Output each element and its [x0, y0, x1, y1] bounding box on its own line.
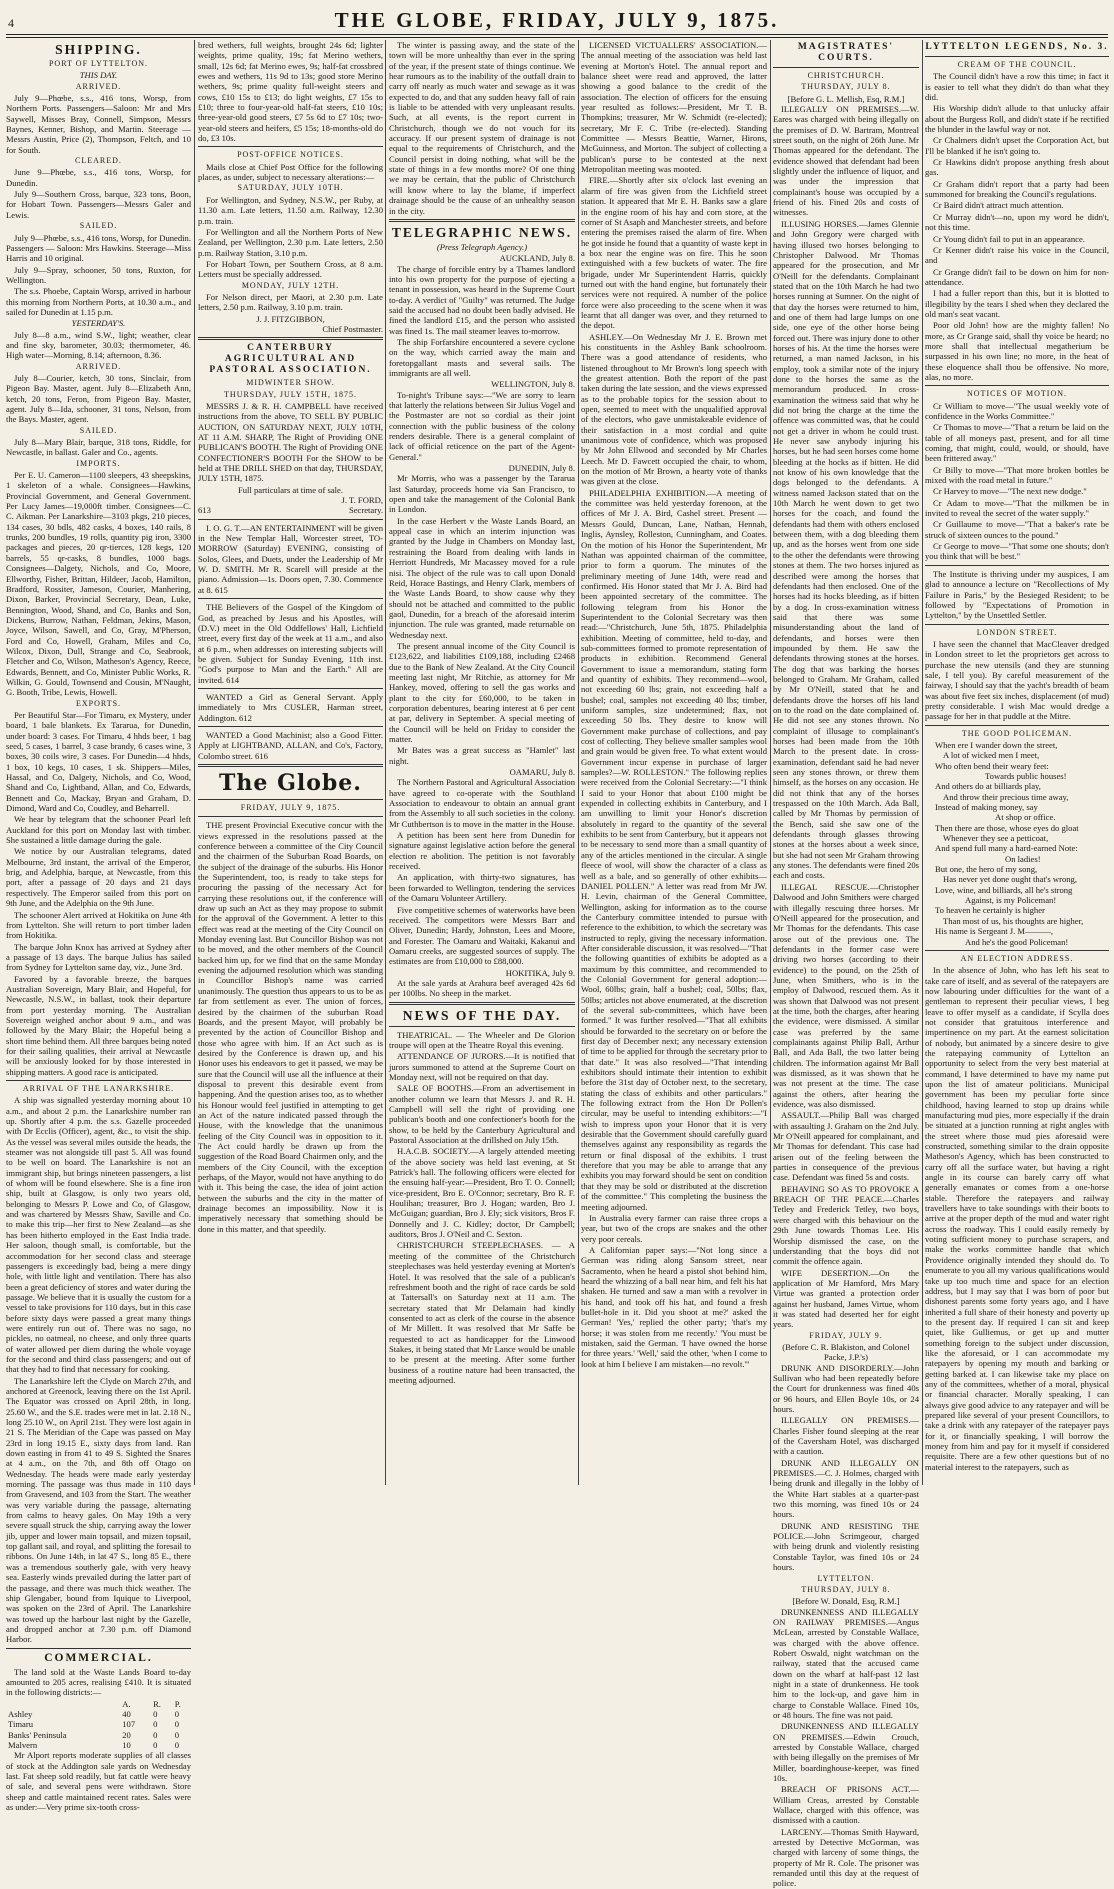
court-date: THURSDAY, JULY 8. [801, 82, 891, 92]
news-item: A Californian paper says:—"Not long since a German was riding along Sansom street, near Sacramento, when he heard a pistol shot behind him, heard the whizzing of a ball near him, and felt his hat shaken. He turned and saw a man with a revolver in his hand, and took off his hat, and found a fresh bullet-hole in it. Did you shoot at me?' asked the German! 'Yes,' replied the other party; 'that's my horse; it was stolen from me recently.' 'You must be mistaken, said the German. 'I have owned the horse for three years.' 'Well,' said the other, 'when I come to look at him I believe I am mistaken—no revolt.'" [581, 1244, 767, 1369]
news-of-the-day-heading: NEWS OF THE DAY. [402, 1007, 562, 1023]
court-date: THURSDAY, JULY 8. [801, 1584, 891, 1594]
legend-paragraph: Cr Murray didn't—no, upon my word he didn't, not this time. [925, 211, 1109, 233]
london-street-heading: LONDON STREET. [976, 627, 1058, 637]
divider [389, 1026, 575, 1027]
poem-line: And throw their precious time away, [943, 791, 1069, 802]
magistrates-heading: MAGISTRATES' COURTS. [797, 42, 895, 63]
believers-advertisement: THE Believers of the Gospel of the Kingdom of God, as preached by Jesus and his Apostles, will (D.V.) meet in the Old Oddfellows' Hall, Lichfield street, every first day of the week at 11 a.m., and also at 6 p.m., when addresses on interesting subjects will be given. Subject for Sunday Evening, 11th inst. "God's purpose to Man and the Earth." All are invited. 614 [198, 602, 383, 685]
land-table [6, 1699, 191, 1751]
legends-heading: LYTTELTON LEGENDS, No. 3. [925, 42, 1109, 52]
table-row [6, 1719, 191, 1729]
column-divider [770, 40, 771, 1485]
shipping-report: The barque John Knox has arrived at Sydney after a passage of 13 days. The barque Julius has sailed from Sydney for Lyttelton same day, viz., June 3rd. [6, 941, 191, 973]
lanarkshire-heading: ARRIVAL OF THE LANARKSHIRE. [22, 1084, 175, 1093]
column-legends [925, 40, 1109, 1485]
masthead-rule-2 [6, 37, 1108, 38]
christchurch-heading: CHRISTCHURCH. [807, 71, 885, 80]
notice-of-motion: Cr William to move—"The usual weekly vote of confidence in the Works Committee." [925, 400, 1109, 421]
divider [198, 816, 383, 817]
divider [925, 624, 1109, 625]
dateline: OAMARU, July 8. [509, 767, 575, 778]
poem-line: Love, wine, and billiards, all he's strong [935, 884, 1073, 895]
legend-paragraph: The Institute is thriving under my auspices, I am glad to announce a lecture on "Recollections of My Failure in Paris," by the Besieged Resident; to be followed by "Expectations of Promotion in Lyttelton," by the Unsettled Settler. [925, 568, 1109, 621]
column-header: P. [174, 1698, 181, 1709]
news-item: Mr Morris, who was a passenger by the Tararua last Saturday, proceeds home via San Francisco, to open and take the management of the Colonial Bank in London. [389, 473, 575, 515]
poem-line: When ere I wander down the street, [935, 739, 1058, 750]
acres: 10 [122, 1739, 131, 1750]
shipping-report: We hear by telegram that the schooner Pearl left Auckland for this port on Monday last with timber. She sustained a little damage during the gale. [6, 814, 191, 846]
news-item: To-night's Tribune says:—"We are sorry to learn that latterly the relations between Sir Julius Vogel and the Postmaster are not so cordial as their joint connection with the public business of the colony renders desirable. There is a general complaint of lack of official reticence on the part of the Agent-General." [389, 389, 575, 462]
news-item: SALE OF BOOTHS.—From an advertisement in another column we learn that Messrs J. and R. H. Campbell will sell the right of providing one publican's booth and one confectioner's booth for the show, to be held by the Canterbury Agricultural and Pastoral Association at the drillshed on July 15th. [389, 1083, 575, 1146]
news-item: The Northern Pastoral and Agricultural Association have agreed to co-operate with the Southland Association to endeavour to obtain an annual grant from the Assembly to all such societies in the colony. Mr Cuthbertson is to move in the matter in the House. [389, 777, 575, 829]
acres: 20 [122, 1729, 131, 1740]
globe-nameplate: The Globe. [219, 769, 362, 796]
divider [198, 337, 383, 340]
news-item: ASHLEY.—On Wednesday Mr J. E. Brown met his constituents in the Ashley Bank schoolroom. There was a good attendance of residents, who listened throughout to Mr Brown's long speech with the greatest attention. Both the report of the past taken during the late session, and the views expressed as to the probable topics for the session about to open, seemed to meet with the unqualified approval of the electors, who gave unmistakeable evidence of their satisfaction in a most cordial and quite unanimous vote of confidence, which was proposed by Mr John Ellwood and seconded by Mr Charles Leech. Mr D. Fawcett occupied the chair, to whom, on the motion of Mr Brown, a hearty vote of thanks was given at the close. [581, 331, 767, 487]
masthead-rule [6, 34, 1108, 35]
divider [198, 726, 383, 727]
court-case: BEHAVING SO AS TO PROVOKE A BREACH OF THE PEACE.—Charles Tetley and Frederick Tetley, two boys, were charged with this behaviour on the 29th June towards Thomas Lee. His Worship dismissed the case, on the understanding that the boys did not commit the offence again. [773, 1183, 919, 1267]
sailed-heading: SAILED. [79, 425, 118, 435]
lyttelton-heading: LYTTELTON. [817, 1573, 875, 1583]
secretary-signature: J. T. FORD, [341, 495, 383, 506]
poem-line: Instead of making money, say [935, 802, 1038, 813]
imports-heading: IMPORTS. [76, 458, 121, 468]
legend-paragraph: Cr Young didn't fail to put in an appearance. [933, 233, 1085, 244]
post-office-intro: Mails close at Chief Post Office for the following places, as under, subject to necessary alterations:— [198, 161, 383, 183]
roods: 0 [153, 1708, 158, 1719]
mail-notice: For Hobart Town, per Southern Cross, at 8 a.m. Letters must be specially addressed. [198, 258, 383, 280]
ad-number: 613 [198, 505, 211, 516]
shipping-report: We notice by our Australian telegrams, dated Melbourne, 3rd instant, the arrival of the Emperor, brig, and Adelphia, barque, at Newcastle, from this port, after a passage of 20 days and 21 days respectively. The Emperor sailed from this port on 9th June, and the Adelphia on the 9th June. [6, 846, 191, 909]
legend-paragraph: Cr Graham didn't report that a party had been summoned for breaking the Council's regulations. [925, 178, 1109, 200]
column-magistrates [773, 40, 919, 1889]
column-divider [194, 40, 195, 1485]
divider [925, 725, 1109, 726]
column-divider [922, 40, 923, 1485]
news-item: CHRISTCHURCH STEEPLECHASES. — A meeting of the committee of the Christchurch steeplechases was held yesterday evening at Morten's Hotel. It was resolved that the sale of a publican's refreshment booth and the right of race cards be sold at Tattersall's on Saturday next at 11 a.m. The secretary stated that Mr Delamain had kindly consented to act as clerk of the course in the absence of Mr Millett. It was resolved that Mr Saffe be requested to act as handicapper for the Linwood Stakes, it being stated that Mr Lance would be unable to be present at the meeting. After some further business of a routine nature had been transacted, the meeting adjourned. [389, 1240, 575, 1385]
legend-paragraph: The Council didn't have a row this time; in fact it is easier to tell what they didn't do than what they did. [925, 71, 1109, 103]
divider [198, 519, 383, 520]
stock-report: Mr Alport reports moderate supplies of all classes of stock at the Addington sale yards on Wednesday last. Fat sheep sold readily, but fat cattle were heavy of sale, and several pens were withdrawn. Store sheep and cattle maintained recent rates. Sales were as under:—Very prime six-tooth cross- [6, 1750, 191, 1813]
entertainment-advertisement: I. O. G. T.—AN ENTERTAINMENT will be given in the New Templar Hall, Worcester street, TO-MORROW (Saturday) EVENING, consisting of Solos, Glees, and Duets, under the Leadership of Mr W. D. SMITH. Mr R. Scarell will preside at the piano. Admission—1s. Doors open, 7.30. Commence at 8. 615 [198, 522, 383, 595]
news-item: In Australia every farmer can raise three crops a year, but two of the crops are snakes and the other very poor cereals. [581, 1212, 767, 1244]
news-item: THEATRICAL. — The Wheeler and De Glorion troupe will open at the Theatre Royal this evening. [389, 1029, 575, 1050]
divider [773, 67, 919, 68]
column-header: A. [122, 1698, 131, 1709]
auction-fine-print: Full particulars at time of sale. [237, 484, 343, 495]
mail-notice: For Nelson direct, per Maori, at 2.30 p.m. Late letters, 2.50 p.m. Railway, 3.10 p.m. train. [198, 291, 383, 313]
news-item: LICENSED VICTUALLERS' ASSOCIATION.—The annual meeting of the association was held last evening at Morton's Hotel. The annual report and balance sheet were read and approved, the latter showing a good balance to the credit of the association. The election of officers for the ensuing year resulted as follows:—President, Mr T. B. Thompkins; treasurer, Mr W. Schmidt (re-elected); secretary, Mr F. C. Tribe (re-elected). Standing Committee — Messrs Beattie, Warner, Hirons, McGuinness, and Morton. The subject of collecting a publican's purse to be contested at the next Metropolitan meeting was mooted. [581, 40, 767, 175]
post-office-heading: POST-OFFICE NOTICES. [237, 150, 344, 160]
exports-text: Per Beautiful Star—For Timaru, ex Mystery, under board, 1 bale blankets. Ex Tararua, for Dunedin, under board: 3 cases. For Timaru, 4 hhds beer, 1 bag seed, 5 cases, 1 barrel, 3 case brandy, 6 cases wine, 3 boxes, 30 coils wire, 3 cases. For Dunedin—4 hhds, 1 box, 10 kegs, 10 cases, 1 sk. Shippers—Miles, Hassal, and Co, Dalgety, Nichols, and Co, Wood, Shand and Co, Lightband, Allan, and Co, Edwards, Bennett and Co, Mackay, Bryan and Graham, D. Dimond, Ward and Co, Coudley, and Beharrell. [6, 709, 191, 814]
newspaper-title: THE GLOBE, FRIDAY, JULY 9, 1875. [334, 8, 780, 32]
postmaster-title: Chief Postmaster. [322, 323, 383, 334]
news-item: The charge of forcible entry by a Thames landlord into his own property for the purpose of ejecting a tenant in possession, was heard in the Supreme Court to-day. A verdict of "Guilty" was returned. The Judge said the accused had no doubt been badly advised. He fined the landlord £15, and the person who assisted was fined 1s. The mail steamer leaves to-morrow. [389, 263, 575, 336]
column-telegraphic [389, 40, 575, 1485]
poem-line: A lot of wicked men I meet, [943, 750, 1040, 761]
table-row [6, 1730, 191, 1740]
dateline: AUCKLAND, July 8. [499, 253, 575, 264]
policeman-heading: THE GOOD POLICEMAN. [961, 728, 1073, 738]
election-heading: AN ELECTION ADDRESS. [960, 953, 1074, 963]
district-name: Malvern [8, 1739, 38, 1750]
court-case: DRUNKENNESS AND ILLEGALLY ON PREMISES.—Edwin Crouch, arrested by Constable Wallace, charged with being illegally on the premises of Mr Miller, boardinghouse-keeper, was fined 10s. [773, 1721, 919, 1784]
page-number: 4 [8, 16, 14, 30]
perches: 0 [174, 1719, 180, 1730]
legend-paragraph: Cr Grange didn't fail to be down on him for non-attendance. [925, 266, 1109, 287]
court-case: DRUNK AND RESISTING THE POLICE.—John Scrimgeour, charged with being drunk and violently resisting Constable Taylor, was fined 10s or 24 hours. [773, 1520, 919, 1573]
court-bench: [Before W. Donald, Esq, R.M.] [792, 1596, 900, 1607]
perches: 0 [174, 1729, 180, 1740]
divider [198, 799, 383, 800]
court-case: ASSAULT.—Philip Ball was charged with assaulting J. Graham on the 2nd July. Mr O'Neill appeared for complainant, and Mr Thomas for defendant. This case had arisen out of the feeling between the parties in consequence of the previous case. Defendant was fined 5s and costs. [773, 1110, 919, 1183]
court-date: FRIDAY, JULY 9. [809, 1330, 883, 1340]
masthead [0, 6, 1114, 34]
table-row [6, 1709, 191, 1719]
wanted-advertisement: WANTED a Good Machinist; also a Good Fitter. Apply at LIGHTBAND, ALLAN, and Co's, Factory, Colombo street. 616 [198, 729, 383, 761]
column-shipping [6, 40, 191, 1813]
monday-heading: MONDAY, JULY 12TH. [241, 280, 340, 290]
poem-line: And spend full many a hard-earned Note: [935, 843, 1078, 854]
court-case: DRUNKENNESS AND ILLEGALLY ON RAILWAY PREMISES.—Angus McLean, arrested by Constable Wallace, was charged with the above offence. Robert Oswald, night watchman on the railway, stated that the accused came down on the wharf at half-past 12 last night in a state of drunkenness. He took him to the lock-up, and gave him in charge to Constable Wallace. Fined 10s, or 48 hours. The fine was not paid. [773, 1606, 919, 1720]
poem-line: Has never yet done ought that's wrong, [943, 874, 1078, 885]
column-divider [385, 40, 386, 1485]
cream-heading: CREAM OF THE COUNCIL. [957, 60, 1077, 69]
divider [389, 219, 575, 222]
divider [925, 950, 1109, 951]
news-item: Mr Bates was a great success as "Hamlet" last night. [389, 745, 575, 766]
poem-line: But one, the hero of my song, [935, 864, 1038, 875]
poem [925, 740, 1109, 947]
column-header: R. [153, 1698, 161, 1709]
district-name: Ashley [8, 1708, 33, 1719]
court-case: LARCENY.—Thomas Smith Hayward, arrested by Detective McGorman, was charged with larceny of some things, the property of Mr R. Cole. The prisoner was remanded until this day at the request of police. [773, 1826, 919, 1889]
sailed-text: July 9—Phœbe, s.s., 416 tons, Worsp, for Dunedin. Passengers — Saloon: Mrs Hawkins. Steerage—Miss Harris and 10 original. [6, 232, 191, 264]
shipping-heading: SHIPPING. [55, 42, 142, 57]
district-name: Banks' Peninsula [8, 1729, 67, 1740]
divider [389, 1002, 575, 1005]
port-heading: PORT OF LYTTELTON. [48, 59, 149, 68]
editorial-date: FRIDAY, JULY 9, 1875. [240, 802, 341, 812]
news-item: ATTENDANCE OF JURORS.—It is notified that jurors summoned to attend at the Supreme Court on Monday next, will not be required on that day. [389, 1051, 575, 1082]
poem-line: Then there are those, whose eyes do gloat [935, 822, 1079, 833]
perches: 0 [174, 1708, 180, 1719]
poem-line: Towards public houses! [985, 771, 1067, 781]
perches: 0 [174, 1739, 180, 1750]
exports-heading: EXPORTS. [75, 698, 122, 708]
court-case: DRUNK AND ILLEGALLY ON PREMISES.—C. J. Holmes, charged with being drunk and illegally in the lobby of the White Hart stables at a quarter-past two this morning, was fined 10s or 24 hours. [773, 1457, 919, 1520]
news-item: Five competitive schemes of waterworks have been received. The competitors were Messrs Barr and Oliver, Dunedin; Hardy, Johnston, Lees and Moore, and Forester. The Oamaru and Waitaki, Kakanui and Oamaru creeks, are suggested sources of supply. The estimates are from £10,000 to £88,000. [389, 904, 575, 967]
court-case: ILLUSING HORSES.—James Glennie and John Gregory were charged with having illused two horses belonging to Christopher Dalwood. Mr Thomas appeared for the prosecution, and Mr O'Neill for the defendants. Complainant stated that on the 10th March he had two horses running at Sumner. On the night of that day the horses were returned to him, and one of them had large lumps on one side, one eye of the other horse being forced out. There was injury done to other horses of his. At the time the horses were returned, a man named Jackson, in his employ, took a similar note of the injury done to the horses the same as the memorandum produced. In cross-examination the witness said that why he did not bring the charge at the time the offence was committed was, that he could not get a driver in whom he could trust. He never saw anybody injuring his horses, but he had seen horses come home bleeding at the hocks as if bitten. He did not know of his own knowledge that the dogs belonged to the defendants. A witness named Jackson stated that on the 10th March he went down to get two horses for the coach, and found the defendants had them with others enclosed between them, with a dog bleeding them up, and as the horses went from one side to the other the defendants were throwing stones at them. The two horses injured as described were among the horses that defendants had then enclosed. One of the horses had its hocks bleeding, as if bitten by a dog. In cross-examination witness said that there was some misunderstanding about the land of defendants, and horses were then impounded by them. He saw the defendants throwing stones at the horses. The dog that was barking the horses belonged to Graham. Mr Graham, called by Mr O'Neill, stated that he and defendants drove the horses off his land on to the road on the date complained of. He did not see any stones thrown. No complaint of illusage to complainant's horses had been made from the 10th March to the present date. In cross-examination, defendant said he had never seen any stones thrown, or threw them himself, as the horses on any occasion. He did not think that any of the horses trespassed on the 10th March. Ada Ball, called by Mr Thomas by permission of the Bench, said she saw one of the defendants through glasses throwing stones at the horses about a week since, but she had not seen Mr Graham throwing any stones. The defendants were fined 20s each and costs. [773, 218, 919, 881]
news-item: The ship Forfarshire encountered a severe cyclone on the way, which carried away the main and foretopgallant masts and several sails. The immigrants are all well. [389, 336, 575, 378]
divider [198, 146, 383, 147]
legend-paragraph: Cr Kenner didn't raise his voice in the Council, and [925, 244, 1109, 266]
legend-paragraph: I have seen the channel that MacCleaver dredged in London street to let the proprietors get across to purchase the new utensils (and they are stunning sale, I tell you). By careful measurement of the fairway, I should say that the yacht's breadth of beam was about five feet six inches, displacement (of mud) pretty considerable. I wish Mac would dredge a passage for her in that puddle at the Mitre. [925, 638, 1109, 722]
dateline: WELLINGTON, July 8. [491, 379, 575, 390]
show-date: THURSDAY, JULY 15TH, 1875. [224, 389, 357, 399]
weather-text: July 8—8 a.m., wind S.W., light; weather, clear and fine sky, barometer, 30.03; thermometer, 46. High water—Morning, 8.14; afternoon, 8.36. [6, 329, 191, 361]
mail-notice: For Wellington and all the Northern Ports of New Zealand, per Wellington, 2.30 p.m. Late letters, 2.50 p.m. Railway Station, 3.10 p.m. [198, 226, 383, 258]
divider [6, 1080, 191, 1081]
legend-paragraph: Poor old John! how are the mighty fallen! No more, as Cr Grange said, shall thy voice be heard; no more shall that intellectual megatherium be surpassed in his own line; no more, in the heat of these eloquence shall thou be offensive. No more, alas, no more. [925, 320, 1109, 382]
news-item: H.A.C.B. SOCIETY.—A largely attended meeting of the above society was held last evening, at St Patrick's hall. The following officers were elected for the ensuing half-year:—President, Bro T. O. Connell; vice-president, Bro E. O'Connor; secretary, Bro R. F. Houlihan; treasurer, Bro J. Hogan; warden, Bro J. McGuigan; guardian, Bro J. Ely; sick visitors, Bros F. Donnelly and J. C. Kidley; doctor, Dr Campbell; auditors, Bros J. O'Neil and C. Sexton. [389, 1146, 575, 1240]
editorial-text: THE present Provincial Executive concur with the views expressed in the resolutions passed at the conference between a committee of the City Council and the chairmen of the Suburban Road Boards, on the subject of the drainage of the suburbs. His Honor the Superintendent, too, is ready to take steps for procuring the passing of the necessary Act for carrying these resolutions out, if the conference will draw up such an Act as they may propose to submit for the approval of the Government. A letter to this effect was read at the meeting of the City Council on Monday evening last. But Councillor Bishop was not to be moved, and the other members of the Council backed him up, for we find that on the same Monday evening the adjourned resolution which was standing in Councillor Bishop's name was carried unanimously. The question thus appears to us to be as far from settlement as ever. The union of forces, desired by the chairmen of the suburban Road Boards, and the present Mayor, will probably be prevented by the action of Councillor Bishop and those who agree with him. If an Act such as is desired by the Conference is drawn up, and his Honor uses his endeavors to get it passed, we may be sure that the Council will use all the influence at their disposal to prevent this desirable event from happening. And the question arises too, as to whether his Honour would feel justified in attempting to get an Act of the nature indicated passed through the House, with the knowledge that the unanimous feeling of the City Council was in opposition to it. The Act could hardly be drawn up from the suggestion of the Road Board Chairmen only, and the members of the City Council, with the exception perhaps, of the Mayor, would not have anything to do with it. This being the case, the idea of joint action between the suburbs and the city in the matter of drainage becomes an impossibility. Now it is imperatively necessary that something should be done in this matter, and that speedily. [198, 820, 383, 1234]
notices-heading: NOTICES OF MOTION. [967, 389, 1067, 399]
column-notices [198, 40, 383, 1485]
shipping-report: Favored by a favorable breeze, the barques Australian Sovereign, Mary Blair, and Hopeful, for Newcastle, N.S.W., in ballast, took their departure from port yesterday morning. The Australian Sovereign weighed anchor about 9 a.m., and was followed by the Mary Blair; the Hopeful being a short time behind them. All three barques being noted for their sailing qualities, their arrival at Newcastle will be anxiously looked for by those interested in shipping matters. A good race is anticipated. [6, 973, 191, 1077]
divider [925, 56, 1109, 57]
roods: 0 [153, 1719, 158, 1730]
phoebe-note: The s.s. Phoebe, Captain Worsp, arrived in harbour this morning from Northern Ports, at 10.30 a.m., and sailed for Dunedin at 1.15 p.m. [6, 286, 191, 317]
telegraphic-subheading: (Press Telegraph Agency.) [436, 241, 528, 252]
court-bench: (Before C. R. Blakiston, and Colonel Packe, J.P.'s) [782, 1341, 910, 1363]
news-item: FIRE.—Shortly after six o'clock last evening an alarm of fire was given from the Lichfield street station. It appeared that Mr E. H. Banks saw a glare in the engine room of his hay and corn store, at the corner of St Asaph and Manchester streets, and before entering the premises raised the alarm of fire. When he got inside he found that a quantity of waste kept in a box near the engine was on fire. This he soon extinguished with a few buckets of water. The fire brigade, under Mr Superintendent Harris, quickly turned out with the hand engine, but fortunately their services were not required. A number of the police force were also proceeding to the scene when it was learnt that all danger was over, and they returned to the depot. [581, 175, 767, 331]
poem-line: To heaven he certainly is higher [935, 905, 1045, 916]
poem-line: Against, is my Policeman! [965, 895, 1057, 906]
dateline: HOKITIKA, July 9. [505, 967, 575, 978]
wanted-advertisement: WANTED a Girl as General Servant. Apply immediately to Mrs CUSLER, Harman street, Addington. 612 [198, 691, 383, 723]
arrived-heading: ARRIVED. [75, 361, 122, 371]
notice-of-motion: Cr Adam to move—"That the milkmen be in invited to reveal the secret of the water supply." [925, 497, 1109, 519]
mail-notice: For Wellington, and Sydney, N.S.W., per Ruby, at 11.30 a.m. Late letters, 11.50 a.m. Railway, 12.30 p.m. train. [198, 194, 383, 226]
acres: 40 [122, 1708, 131, 1719]
poem-line: On ladies! [1005, 853, 1041, 864]
divider [198, 764, 383, 767]
legend-paragraph: Cr Baird didn't attract much attention. [933, 200, 1064, 211]
cleared-heading: CLEARED. [75, 156, 122, 166]
postmaster-signature: J. J. FITZGIBBON, [256, 313, 325, 324]
court-case: ILLEGALLY ON PREMISES.—W. Eares was charged with being illegally on the premises of D. W. Bartram, Montreal street south, on the night of 26th June. Mr Thomas appeared for the defendant. The evidence showed that defendant had been slightly under the influence of liquor, and was under the impression that complainant's house was occupied by a friend of his. Fined 20s and costs of witnesses. [773, 104, 919, 218]
association-heading: CANTERBURY AGRICULTURAL AND PASTORAL ASSOCIATION. [209, 343, 372, 376]
poem-line: At shop or office. [995, 812, 1056, 823]
dateline: DUNEDIN, July 8. [508, 463, 575, 474]
roods: 0 [153, 1739, 158, 1750]
court-case: WIFE DESERTION.—On the application of Mr Hamford, Mrs Mary Virtue was granted a protection order against her husband, James Virtue, whom it was stated had deserted her for eight years. [773, 1267, 919, 1330]
midwinter-heading: MIDWINTER SHOW. [246, 378, 335, 388]
sailed-text: July 8—Mary Blair, barque, 318 tons, Riddle, for Newcastle, in ballast. Galer and Co., agents. [6, 437, 191, 458]
saturday-heading: SATURDAY, JULY 10TH. [237, 183, 344, 193]
poem-line: Whenever they see a petticoat, [943, 833, 1049, 844]
secretary-title: Secretary. [348, 505, 383, 516]
commercial-heading: COMMERCIAL. [44, 1651, 153, 1664]
poem-line: Who often bend their weary feet: [935, 760, 1049, 771]
sailed-text: July 9—Spray, schooner, 50 tons, Ruxton, for Wellington. [6, 264, 191, 285]
arrived-heading: ARRIVED. [75, 81, 122, 91]
imports-text: Per E. U. Cameron—1100 sleepers, 43 sheepskins, 1 skeleton of a whale. Consignees—Hawkins, Provincial Government, and General Government. Per Lucy James—19,000ft timber. Consignees—C. C. Aikman. Per Lanarkshire—3103 pkgs, 210 pieces, 134 cases, 30 bdls, 482 casks, 4 boxes, 140 rails, 8 trunks, 200 bundles, 19 rolls, quantity pig iron, 3300 packages and pieces, 20 qr-tierces, 128 kegs, 120 barrels, 55 qr-casks, 8 bundles, 1000 bags. Consignees—Dalgety, Nichols, and Co, Moore, Ellworthy, Fisher, Brittan, Hildeer, Jacob, Hamilton, Bradford, Rossiter, Jameson, Courier, Manhering, Dixon, Barker, Provincial Secretary, Dean, Luke, Bennington, Wood, Shand, and Co, Banks and Son, Dickens, Burrow, Nathan, Feldman, Jekins, Mason, Joyce, Wilson, Sawell, and Co, Gray, M'Pherson, Ford and Co, Howell, Graham, Miles and Co, Wilcox, Dixon, Dull, Strange and Co, Seabrook, Fletcher and Co, Wilson, Matheson's Agency, Reece, Edwards, Bennett, and Co, Minister Public Works, R. Wilkin, G. Gould, Townsend and Cousin, M'Naught, G. Booth, Tribe, Lewis, Howell. [6, 470, 191, 698]
arrived-text: July 9—Phœbe, s.s., 416 tons, Worsp, from Northern Ports. Passengers—Saloon: Mr and Mrs Saywell, Misses Bray, Connell, Simpson, Messrs Baynes, Kenner, Bishop, and Martin. Steerage — Messrs Austin, Price (2), Thompson, Feltch, and 10 for South. [6, 93, 191, 155]
poem-line: And he's the good Policeman! [965, 936, 1069, 947]
news-item: In the case Herbert v the Waste Lands Board, an appeal case in which an interim injunction was granted by the Judge in Chambers on Monday last, restraining the Board from dealing with lands in Herriott Hundreds, Mr Macassey moved for a rule nisi. The object of the rule was to call upon Donald Reid, Horace Bastings, and Henry Clark, members of the Waste Lands Board, to show cause why they should not be attached and committed to the public gaol, Dunedin, for a breach of the aforesaid interim injunction. The rule was granted, made returnable on Wednesday next. [389, 515, 575, 640]
auction-advertisement: MESSRS J. & R. H. CAMPBELL have received instructions from the above, TO SELL BY PUBLIC AUCTION, ON SATURDAY NEXT, JULY 10TH, AT 11 A.M. SHARP, The Right of Providing ONE PUBLICAN'S BOOTH. The Right of Providing ONE CONFECTIONER'S BOOTH For the SHOW to be held at THE DRILL SHED on that day, THURSDAY, JULY 15TH, 1875. [198, 400, 383, 484]
poem-line: Than most of us, his thoughts are higher, [943, 915, 1084, 926]
column-local-news [581, 40, 767, 1485]
news-item: PHILADELPHIA EXHIBITION.—A meeting of the committee was held yesterday forenoon, at the offices of Mr J. A. Bird, Cashel street. Present — Messrs Gould, Duncan, Lane, Nathan, Hennah, Inglis, Aynsley, Rolleston, Cunningham, and Coates. On the motion of his Honor the Superintendent, Mr Nathan was appointed chairman of the committee, prior to form a quorum. The minutes of the preliminary meeting of June 14th, were read and confirmed. His Honor stated that Mr J. A. Bird had been appointed secretary of the committee. The following telegram from his Honor the Superintendent to the Colonial Secretary was then read:—"Christchurch, June 5th, 1875. Philadelphia exhibition. Meeting of committee, held to-day, and sub-committees formed to promote representation of products in exhibition. Recommend General Government to issue a memorandum, stating form and quantity of exhibits. They recommend—wool, not exceeding 60 lbs; grain, not exceeding half a bushel; coal, samples not exceeding 40 lbs; timber, uniform samples, size undetermined; flax, not exceeding 50 lbs. They desire to know will Government make purchase of collections, and pay cost of collecting. They believe smaller samples wool and grain would be given free. To what extent would Government incur expense in purchase of larger samples?—W. ROLLESTON." The following replies were received from the Colonial Secretary:—"I think I said to your Honor that about £100 might be expended in collecting exhibits in Canterbury, and I am unwilling to limit your Honor's discretion absolutely in regard to the quantity of the several exhibits to be sent from Canterbury, but it appears not to be necessary to send more than a small quantity of any of the articles mentioned in the circular. A single fleece of wool, will show the character of a class as well as a bale, and so generally of other exhibits—DANIEL POLLEN." A letter was read from Mr JW. H. Levin, chairman of the General Committee, Wellington, asking for information as to the course the Canterbury committee intended to pursue with reference to the exhibition, to which the secretary was instructed to reply, giving the necessary information. After considerable discussion, it was resolved—"That the following quantities of exhibits be adopted as a maximum by this committee, and recommended to the Colonial Government for general adoption:—Wool, 60lbs; grain, half a bushel; coal, 50lbs; flax, 50lbs; articles not above enumerated, at the discretion of the several sub-committees, which have been formed." It was further resolved—"That all exhibits should be forwarded to the secretary on or before the first day of December next; any necessary extension of time to be applied for through the secretary prior to that date." It was also resolved—"That intending exhibitors should intimate their intention to exhibit before the 31st day of October next, to the secretary, stating the class of exhibits and other particulars." The following extract from the Hon Dr Pollen's circular, may be useful to intending exhibitors:—"I wish to impress upon your Honor that it is very desirable that the Government should carefully guard themselves against any responsibility as regards the return or final disposal of the exhibits. I trust therefore that you may be able to arrange that any exhibits you may forward should be sent on condition that they may be sold or distributed at the discretion of the committee." This completing the business the meeting adjourned. [581, 487, 767, 1212]
legend-paragraph: Cr Hawkins didn't propose anything fresh about gas. [925, 157, 1109, 178]
commercial-text: The land sold at the Waste Lands Board to-day amounted to 205 acres, realising £410. It is situated in the following districts:— [6, 1666, 191, 1698]
legend-paragraph: His Worship didn't allude to that unlucky affair about the Burgess Roll, and didn't state if he rectified the blunder in the lawful way or not. [925, 103, 1109, 135]
poem-line: His name is Sergeant J. M———, [935, 926, 1053, 937]
district-name: Timaru [8, 1719, 33, 1730]
court-case: DRUNK AND DISORDERLY.—John Sullivan who had been repeatedly before the Court for drunkenness was fined 40s or 96 hours, and Ellen Boyle 10s, or 24 hours. [773, 1362, 919, 1414]
telegraphic-heading: TELEGRAPHIC NEWS. [391, 224, 573, 240]
court-bench: [Before G. L. Mellish, Esq, R.M.] [787, 93, 905, 104]
news-item: At the sale yards at Arahura beef averaged 42s 6d per 100lbs. No sheep in the market. [389, 977, 575, 999]
legend-paragraph: I had a fuller report than this, but it is blotted to illegibility by the tears I shed when they declared the old man's seat vacant. [925, 288, 1109, 319]
notice-of-motion: Cr Guillaume to move—"That a baker's rate be struck of sixteen ounces to the pound." [925, 519, 1109, 540]
notice-of-motion: Cr Billy to move—"That more broken bottles be mixed with the road metal in future." [925, 464, 1109, 486]
column-divider [578, 40, 579, 1485]
arrived-text: July 8—Courier, ketch, 30 tons, Sinclair, from Pigeon Bay. Master, agent. July 8—Elizabeth Ann, ketch, 20 tons, Feron, from Pigeon Bay. Master, agent. July 8—Ida, schooner, 31 tons, Nelson, from the Bays. Master, agent. [6, 372, 191, 425]
sailed-heading: SAILED. [79, 221, 118, 231]
notice-of-motion: Cr George to move—"That some one shouts; don't you think that will be best." [925, 541, 1109, 562]
editorial-continued: The winter is passing away, and the state of the town will be more unhealthy than ever in the spring of the year, if the present state of things continue. We hear rumours as to the inability of the outfall drain to carry off nearly as much water and sewage as it was expected to do, and that any sudden heavy fall of rain is liable to be attended with very unpleasant results. Such, at all events, is the report current in Christchurch, though we do not vouch for its accuracy. If our present system of drainage is not equal to the requirements of Christchurch, and the Council persist in doing nothing, what will be the state of things in a few months more? Of one thing we may be certain, that the public of Christchurch will know where to lay the blame, if imperfect drainage should be the cause of an unhealthy season in the city. [389, 40, 575, 216]
notice-of-motion: Cr Harvey to move—"The next new dodge." [933, 486, 1087, 497]
shipping-report: The schooner Alert arrived at Hokitika on June 4th from Lyttelton. She will return to port timber laden from Hokitika. [6, 909, 191, 941]
divider [925, 565, 1109, 566]
divider [925, 385, 1109, 386]
court-case: ILLEGALLY ON PREMISES.—Charles Fisher found sleeping at the rear of the Caversham Hotel, was discharged with a caution. [773, 1415, 919, 1457]
notice-of-motion: Cr Thomas to move—"That a return be laid on the table of all moneys past, present, and for all time coming, that might, could, would, or should, have been frittered away." [925, 422, 1109, 464]
cleared-text: July 9—Southern Cross, barque, 323 tons, Boon, for Hobart Town. Passengers—Messrs Galer and Lewis. [6, 189, 191, 220]
this-day-heading: THIS DAY. [79, 70, 118, 81]
stock-report-continued: bred wethers, full weights, brought 24s 6d; lighter weights, prime quality, 19s; fat Merino wethers, small, 12s 6d; fat Merino ewes, 9s; half-fat crossbred ewes and wethers, 11s 9d to 13s; good store Merino wethers, 9s; prime quality full-weight steers and cows, £10 15s to £13; do light weights, £7 15s to £10; three to four-year-old half-fat steers, £10 10s; three-year-old good steers, £7 5s 6d to £7 10s; two-year-old steers and heifers, £5 15s; 18-months-old do do, £3 10s. [198, 40, 383, 144]
divider [198, 598, 383, 599]
ad-footer [198, 505, 383, 515]
divider [198, 688, 383, 689]
lanarkshire-text: A ship was signalled yesterday morning about 10 a.m., and about 2 p.m. the Lanarkshire number ran up. Shortly after 4 p.m. the s.s. Gazelle proceeded with Dr Ecclis (Officer), agent, &c., to visit the ship. As the vessel was several miles outside the heads, the steamer was not alongside till past 5. All was found to be well on board. The Lanarkshire is not an immigrant ship, but brings nineteen passengers, a list of whom will be found elsewhere. She is a fine iron ship, built at Glasgow, is only two years old, belonging to Messrs P. Lowe and Co, of Glasgow, and was chartered by Messrs Shaw, Saville and Co. to make this trip—her first to New Zealand—as she has been hitherto employed in the East India trade. Her saloon, though small, is comfortable, but the accommodation for her second class and steerage passengers is exceedingly bad, being a mere dingy hole, with little light and ventilation. There has also been a great deficiency of stores and water during the passage. We believe that it is usually the custom for a vessel to take provisions for 110 days, but in this case before sixty days were passed a great many things were entirely run out of. There was no sago, no pickles, no oatmeal, no cheese, and only three quarts of water allowed per diem during the whole voyage for the second and third class passengers; and out of that they had to find that necessary for cooking. [6, 1095, 191, 1375]
yesterday-heading: YESTERDAY'S. [71, 318, 126, 329]
table-header [6, 1699, 191, 1709]
acres: 107 [122, 1719, 136, 1730]
news-item: A petition has been sent here from Dunedin for signature against legislative action before the general election re abolition. The petition is not favorably received. [389, 830, 575, 872]
roods: 0 [153, 1729, 158, 1740]
news-item: The present annual income of the City Council is £123,622, and liabilities £109,188, including £2468 due to the Bank of New Zealand. At the City Council meeting last night, Mr Ritchie, as attorney for Mr Hankey, moved, offering to sell the gas works and plant to the city for £60,000, to be taken in corporation debentures, bearing interest at 6 per cent at par, delivery in September. A special meeting of the Council will be held on Friday to consider the matter. [389, 640, 575, 744]
court-case: BREACH OF PRISONS ACT.—William Creas, arrested by Constable Wallace, charged with this offence, was dismissed with a caution. [773, 1784, 919, 1826]
table-row [6, 1740, 191, 1750]
legend-paragraph: Cr Chalmers didn't upset the Corporation Act, but I'll be blanked if he isn't going to. [925, 135, 1109, 156]
lanarkshire-text: The Lanarkshire left the Clyde on March 27th, and anchored at Greenock, leaving there on the 1st April. The Equator was crossed on April 28th, in long. 25.60 W., and the S.E. trades were met in lat. 2.18 N., long 25.10 W., on April 21st. They were lost again in 21 S. The Meridian of the Cape was passed on May 23rd in long 19.15 E., sixty days from land. Ran down easting in from 41 to 49 S. Sighted the Snares at 4 a.m., on the 7th, and 8th off Otago on Wednesday. The heads were made early yesterday morning. The passage was thus made in 110 days from Gravesend, and 103 from the Start. The weather was very variable during the passage, alternating from calms to heavy gales. On May 19th a very severe squall struck the ship, carrying away the lower jib, upper and lower main topsail, and mizen topsail, top gallant sail, and royal, and splitting the foresail to ribbons. On June 14th, in lat 47 S., long 85 E., there was a tremendous southerly gale, with very heavy sea. Easterly winds prevailed during the latter part of the passage, and there was much thick weather. The ship Glengaber, bound from Iquique to Liverpool, was spoken on the 23rd of April. The Lanarkshire was towed up the harbour last night by the Gazelle, and dropped anchor at 7.30 p.m. off Diamond Harbor. [6, 1375, 191, 1645]
poem-line: And others do at billiards play, [935, 781, 1041, 792]
election-address: In the absence of John, who has left his seat to take care of itself, and as several of the ratepayers are now labouring under difficulties for the want of a gentleman to represent their peculiar views, I beg leave to offer myself as a candidate, if Scylla does not consider that gratuitous interference and impertinence on my part. At the earnest solicitation of nobody, but animated by a sincere desire to give the ratepaying community of Lyttelton an opportunity to select from the very best material at command, I have determined to have my name put upon the list of amateur politicians. Municipal government has been my peculiar forte since childhood, having learned to stop up drains while manufacturing mud pies, more especially if the drain be situated at a junction running at right angles with the street where those mud pies aforesaid were constructed, something similar to the drain opposite Matheson's Agency, which has been constructed to carry off all the surface water, but having a right angle in its course can barely carry off what generally emanates or comes from a one-horse stable. Therefore the ratepayers and railway travellers have to take soundings with their boots to arrive at the proper depth of the mud and water right across the roadway. This I could easily remedy by voting sufficient money to purchase scrapers, and make the works committee handle that which Providence originally intended they should do. To enumerate to you all my various qualifications would take up too much time and space for an election address, but I may say that I was born of poor but dishonest parents some forty years ago, and I have inherited a full share of their honesty and poverty up to the present day. If required I can sit and keep quiet, like Gulliemus, or get up and mutter something foreign to the subject under discussion, like the aforesaid, or I can accommodate my ratepayers by opening my mouth and barking or getting barked at. I can likewise take my place on any of the committees, whether of a moral, physical or financial character. Morally speaking, I can always give good advice to any ratepayer and will be prepared like several of your present Councillors, to take a drink with any ratepayer of the ratepayer pays for it, or financially speaking, I will borrow the money from him and pay for it myself if considered requisite. There are a few other questions but of no material interest to the ratepayers, such as [925, 965, 1109, 1472]
divider [6, 1648, 191, 1649]
court-case: ILLEGAL RESCUE.—Christopher Dalwood and John Smithers were charged with illegally rescuing three horses. Mr O'Neill appeared for the prosecution, and Mr Thomas for the defendants. This case arose out of the previous one. The defendants in the former case were driving two horses (according to their evidence) to the pound, on the 25th of June, when Smithers, who is in the employ of Dalwood, rescued them. As it was shown that Dalwood was not present at the time, both the charges, after hearing the evidence, were dismissed. A similar case was preferred by the same complainants against Philip Ball, Arthur Ball, and Ada Ball, the two latter being children. The information against Mr Ball was dismissed, as it was shown that he was not present at the time. The case against the others, after hearing the evidence, was also dismissed. [773, 881, 919, 1110]
cleared-text: June 9—Phœbe, s.s., 416 tons, Worsp, for Dunedin. [6, 167, 191, 188]
news-item: An application, with thirty-two signatures, has been forwarded to Wellington, tendering the services of the Oamaru Volunteer Artillery. [389, 872, 575, 904]
